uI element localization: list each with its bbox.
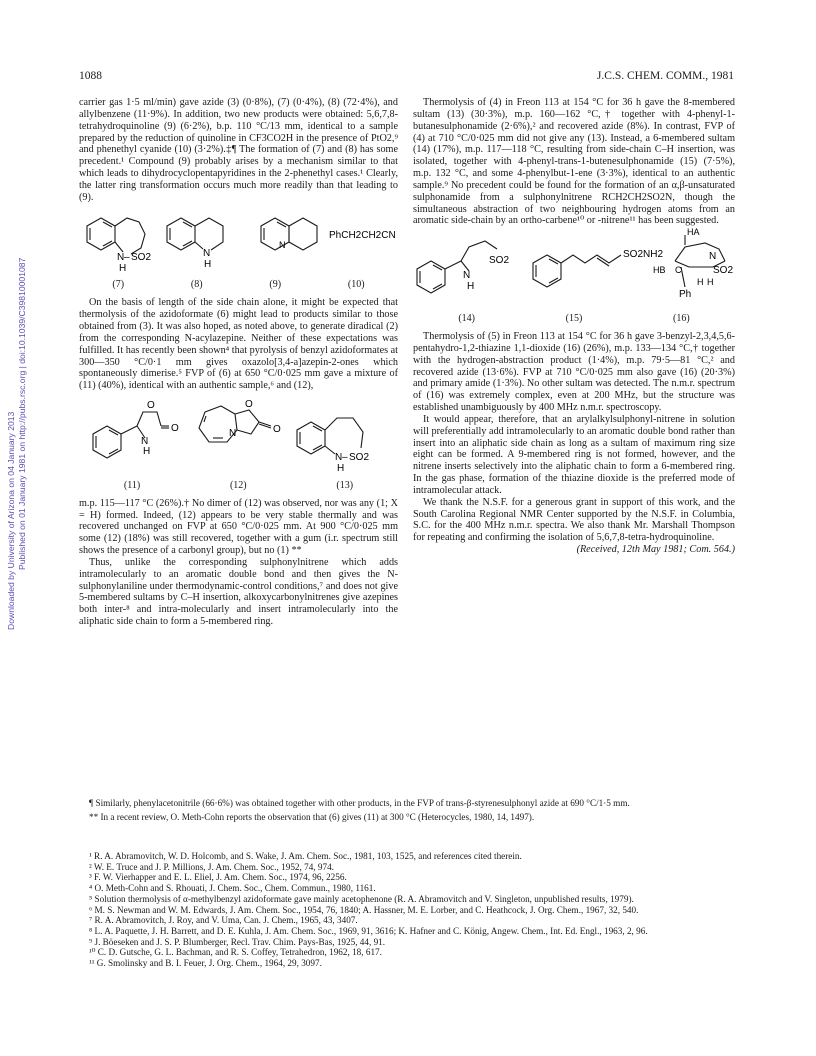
atom-n: N — [335, 452, 343, 464]
structure-labels — [413, 313, 735, 325]
atom-h: H — [204, 258, 212, 270]
atom-ph: Ph — [679, 289, 692, 301]
structure-drawing — [413, 227, 735, 307]
paragraph: On the basis of length of the side chain alone, it might be expected that thermolysis of the azidoformate (6) might lead to products similar to those obtained from (3). It was also hoped, as noted above, to generate diradical (2) from the corresponding N-acylazepine. Neither of these expectations was fulfilled. It has recently been shown⁴ that pyrolysis of benzyl azidoformates at 300—350 °C/0·1 mm gives oxazolo[3,4-a]azepin-2-ones which spontaneously dimerise.⁵ FVP of (6) at 650 °C/0·025 mm gave a mixture of (11) (40%), identical with an authentic sample,⁶ and (12), — [79, 297, 398, 392]
paragraph: Thus, unlike the corresponding sulphonylnitrene which adds intramolecularly to an aromatic double bond and then gives the N-sulphonylaniline under thermodynamic-control conditions,⁷ and does not give 5-membered sultams by C–H insertion, alkoxycarbonylnitrenes give azepines both inter-⁸ and intra-molecularly and insert intramolecularly into the aliphatic side chain to form a 5-membered ring. — [79, 556, 398, 628]
compound-label: (16) — [672, 313, 690, 325]
atom-n: N — [229, 428, 237, 440]
atom-h: H — [119, 262, 127, 274]
atom-h: H — [697, 277, 704, 288]
paragraph: Thermolysis of (5) in Freon 113 at 154 °C for 36 h gave 3-benzyl-2,3,4,5,6-pentahydro-1,2-thiazine 1,1-dioxide (16) (26%), m.p. 133—134 °C,† together with the hydrogen-abstraction product (1·4%), m.p. 79·5—81 °C,² and recovered azide (13·6%). FVP at 710 °C/0·025 mm also gave (16) (20·3%) and primary amide (1·3%). No other sultam was detected. The n.m.r. spectrum of (16) was extremely complex, even at 200 MHz, but the structure was established unambiguously by 400 MHz n.m.r. spectroscopy. — [413, 330, 735, 414]
atom-n: N — [203, 247, 211, 259]
atom-h: H — [707, 277, 714, 288]
atom-n: N — [117, 251, 125, 263]
phenethyl-cyanide-formula: PhCH2CH2CN — [329, 229, 396, 241]
page-number: 1088 — [79, 70, 102, 82]
reference: ⁴ O. Meth-Cohn and S. Rhouati, J. Chem. Soc., Chem. Commun., 1980, 1161. — [89, 883, 376, 894]
structures-7-10 — [79, 204, 398, 292]
reference: ⁶ M. S. Newman and W. M. Edwards, J. Am. Chem. Soc., 1954, 76, 1840; A. Hassner, M. E. Lorber, and C. Heathcock, J. Org. Chem., 1967, 32, 540. — [89, 904, 639, 915]
paragraph: It would appear, therefore, that an arylalkylsulphonyl-nitrene in solution will preferentially add intramolecularly to an aromatic double bond rather than insert into an aliphatic side chain as long as a sultam of maximum ring size eight can be formed. A 9-membered ring is not formed, however, and the nitrene inserts selectively into the aliphatic chain to form a 6-membered ring. In the gas phase, formation of the thiazine dioxide is the preferred mode of intramolecular attack. — [413, 413, 735, 496]
compound-label: (10) — [347, 279, 365, 291]
compound-label: (13) — [336, 479, 354, 491]
reference: ¹ R. A. Abramovitch, W. D. Holcomb, and S. Wake, J. Am. Chem. Soc., 1981, 103, 1525, and references cited therein. — [89, 851, 522, 861]
reference: ⁹ J. Böeseken and J. S. P. Blumberger, Recl. Trav. Chim. Pays-Bas, 1925, 44, 91. — [89, 936, 386, 947]
atom-o: O — [171, 423, 179, 435]
atom-n: N — [279, 239, 286, 250]
paragraph: carrier gas 1·5 ml/min) gave azide (3) (0·8%), (7) (0·4%), (8) (72·4%), and allylbenzene (11·9%). In addition, two new products were obtained: 5,6,7,8-tetrahydroquinoline (9) (6·2%), b.p. 110 °C/13 mm, identical to a sample prepared by the reduction of quinoline in CF3CO2H in the presence of PtO2,⁹ and phenethyl cyanide (10) (3·2%).‡¶ The formation of (7) and (8) has some precedent.¹ Compound (9) probably arises by a mechanism similar to that which leads to dihydrocyclopentapyridines in the 2-phenethyl cases.¹ Clearly, the latter ring transformation occurs much more readily than that leading to (9). — [79, 97, 398, 203]
atom-n: N — [141, 436, 149, 448]
footnote: ¶ Similarly, phenylacetonitrile (66·6%) was obtained together with other products, in the FVP of trans-β-styrenesulphonyl azide at 690 °C/1·5 mm. — [89, 798, 630, 808]
publication-note: Published on 01 January 1981 on http://pubs.rsc.org | doi:10.1039/C39810001087 — [17, 257, 27, 570]
atom-h: H — [337, 463, 345, 475]
compound-label: (8) — [190, 279, 203, 291]
atom-h: H — [467, 281, 475, 293]
atom-hb: HB — [653, 265, 666, 276]
reference: ² W. E. Truce and J. P. Millions, J. Am. Chem. Soc., 1952, 74, 974. — [89, 861, 334, 872]
atom-c: C — [675, 265, 682, 276]
right-column — [413, 97, 735, 556]
compound-label: (11) — [123, 479, 141, 491]
compound-label: (14) — [458, 313, 475, 325]
atom-n: N — [463, 270, 471, 282]
structure-drawing — [79, 204, 398, 274]
atom-h: H — [143, 446, 151, 458]
page-header — [79, 70, 734, 86]
reference: ⁷ R. A. Abramovitch, J. Roy, and V. Uma, Can. J. Chem., 1965, 43, 3407. — [89, 915, 358, 926]
structures-14-16 — [413, 227, 735, 325]
structure-labels — [79, 279, 398, 291]
references — [79, 851, 739, 969]
received-date: (Received, 12th May 1981; Com. 564.) — [576, 544, 735, 556]
paragraph: Thermolysis of (4) in Freon 113 at 154 °C for 36 h gave the 8-membered sultam (13) (30·3%), m.p. 160—162 °C,† together with 4-phenyl-1-butanesulphonamide (2·6%),² and recovered azide (8%). In contrast, FVP of (4) at 710 °C/0·025 mm did not give any (13). Instead, a 6-membered sultam (14) (17%), m.p. 117—118 °C, resulting from side-chain C–H insertion, was isolated, together with 4-phenyl-trans-1-butenesulphonamide (15) (7·5%), m.p. 132 °C, and some 4-phenylbut-1-ene (3·3%), identical to an authentic sample.⁹ No precedent could be found for the formation of an α,β-unsaturated sulphonamide from a sulphonylnitrene RCH2CH2SO2N, though the simultaneous abstraction of two neighbouring hydrogen atoms from an aromatic side-chain by an ortho-carbene¹⁰ or -nitrene¹¹ has been suggested. — [413, 97, 735, 227]
left-column — [79, 97, 398, 628]
structures-11-13 — [79, 392, 398, 492]
paragraph: m.p. 115—117 °C (26%).† No dimer of (12) was observed, nor was any (1; X = H) formed. Indeed, (12) appears to be very stable thermally and was recovered unchanged on FVP at 650 °C/0·025 mm. At 900 °C/0·025 mm some (12) (18%) was still recovered, together with a gum (i.r. spectrum still shows the presence of a carbonyl group), but no (1) ** — [79, 497, 398, 557]
atom-o: O — [245, 399, 253, 411]
reference: ³ F. W. Vierhapper and E. L. Eliel, J. Am. Chem. Soc., 1974, 96, 2256. — [89, 872, 347, 883]
journal-title: J.C.S. CHEM. COMM., 1981 — [596, 70, 734, 82]
compound-label: (9) — [269, 279, 282, 291]
atom-o: O — [147, 400, 155, 412]
reference: ¹⁰ C. D. Gutsche, G. L. Bachman, and R. S. Coffey, Tetrahedron, 1962, 18, 617. — [89, 947, 382, 958]
reference: ⁵ Solution thermolysis of α-methylbenzyl azidoformate gave mainly acetophenone (R. A. Abramovitch and V. Singleton, unpublished results, 1979). — [89, 893, 634, 904]
reference: ⁸ L. A. Paquette, J. H. Barrett, and D. E. Kuhla, J. Am. Chem. Soc., 1969, 91, 3616; K. Hafner and C. König, Angew. Chem., Int. Ed. Engl., 1963, 2, 96. — [89, 925, 648, 936]
svg-text:–: – — [342, 452, 348, 464]
structure-drawing — [79, 392, 398, 474]
atom-ha: HA — [687, 227, 700, 238]
atom-so2nh2: SO2NH2 — [623, 249, 664, 261]
footnote: ** In a recent review, O. Meth-Cohn reports the observation that (6) gives (11) at 300 °C (Heterocycles, 1980, 14, 1497). — [89, 811, 535, 822]
atom-so2: SO2 — [713, 265, 734, 277]
atom-so2: SO2 — [349, 452, 370, 464]
compound-label: (7) — [112, 279, 125, 291]
compound-label: (12) — [229, 479, 247, 491]
acknowledgements: We thank the N.S.F. for a generous grant in support of this work, and the South Carolina Regional NMR Center supported by the N.S.F. in Columbia, S.C. for the 400 MHz n.m.r. spectra. We also thank Mr. Marshall Thompson for repeating and confirming the isolation of 5,6,7,8-tetra-hydroquinoline. — [413, 496, 735, 544]
atom-so2: SO2 — [131, 251, 152, 263]
atom-o: O — [273, 424, 281, 436]
compound-label: (15) — [565, 313, 583, 325]
svg-text:–: – — [124, 251, 130, 263]
footnotes — [79, 798, 739, 826]
structure-labels — [79, 480, 398, 492]
download-watermark — [4, 70, 28, 630]
atom-so2: SO2 — [489, 255, 510, 267]
download-note: Downloaded by University of Arizona on 04 January 2013 — [6, 411, 16, 630]
atom-n: N — [709, 251, 717, 263]
reference: ¹¹ G. Smolinsky and B. I. Feuer, J. Org. Chem., 1964, 29, 3097. — [89, 958, 322, 969]
